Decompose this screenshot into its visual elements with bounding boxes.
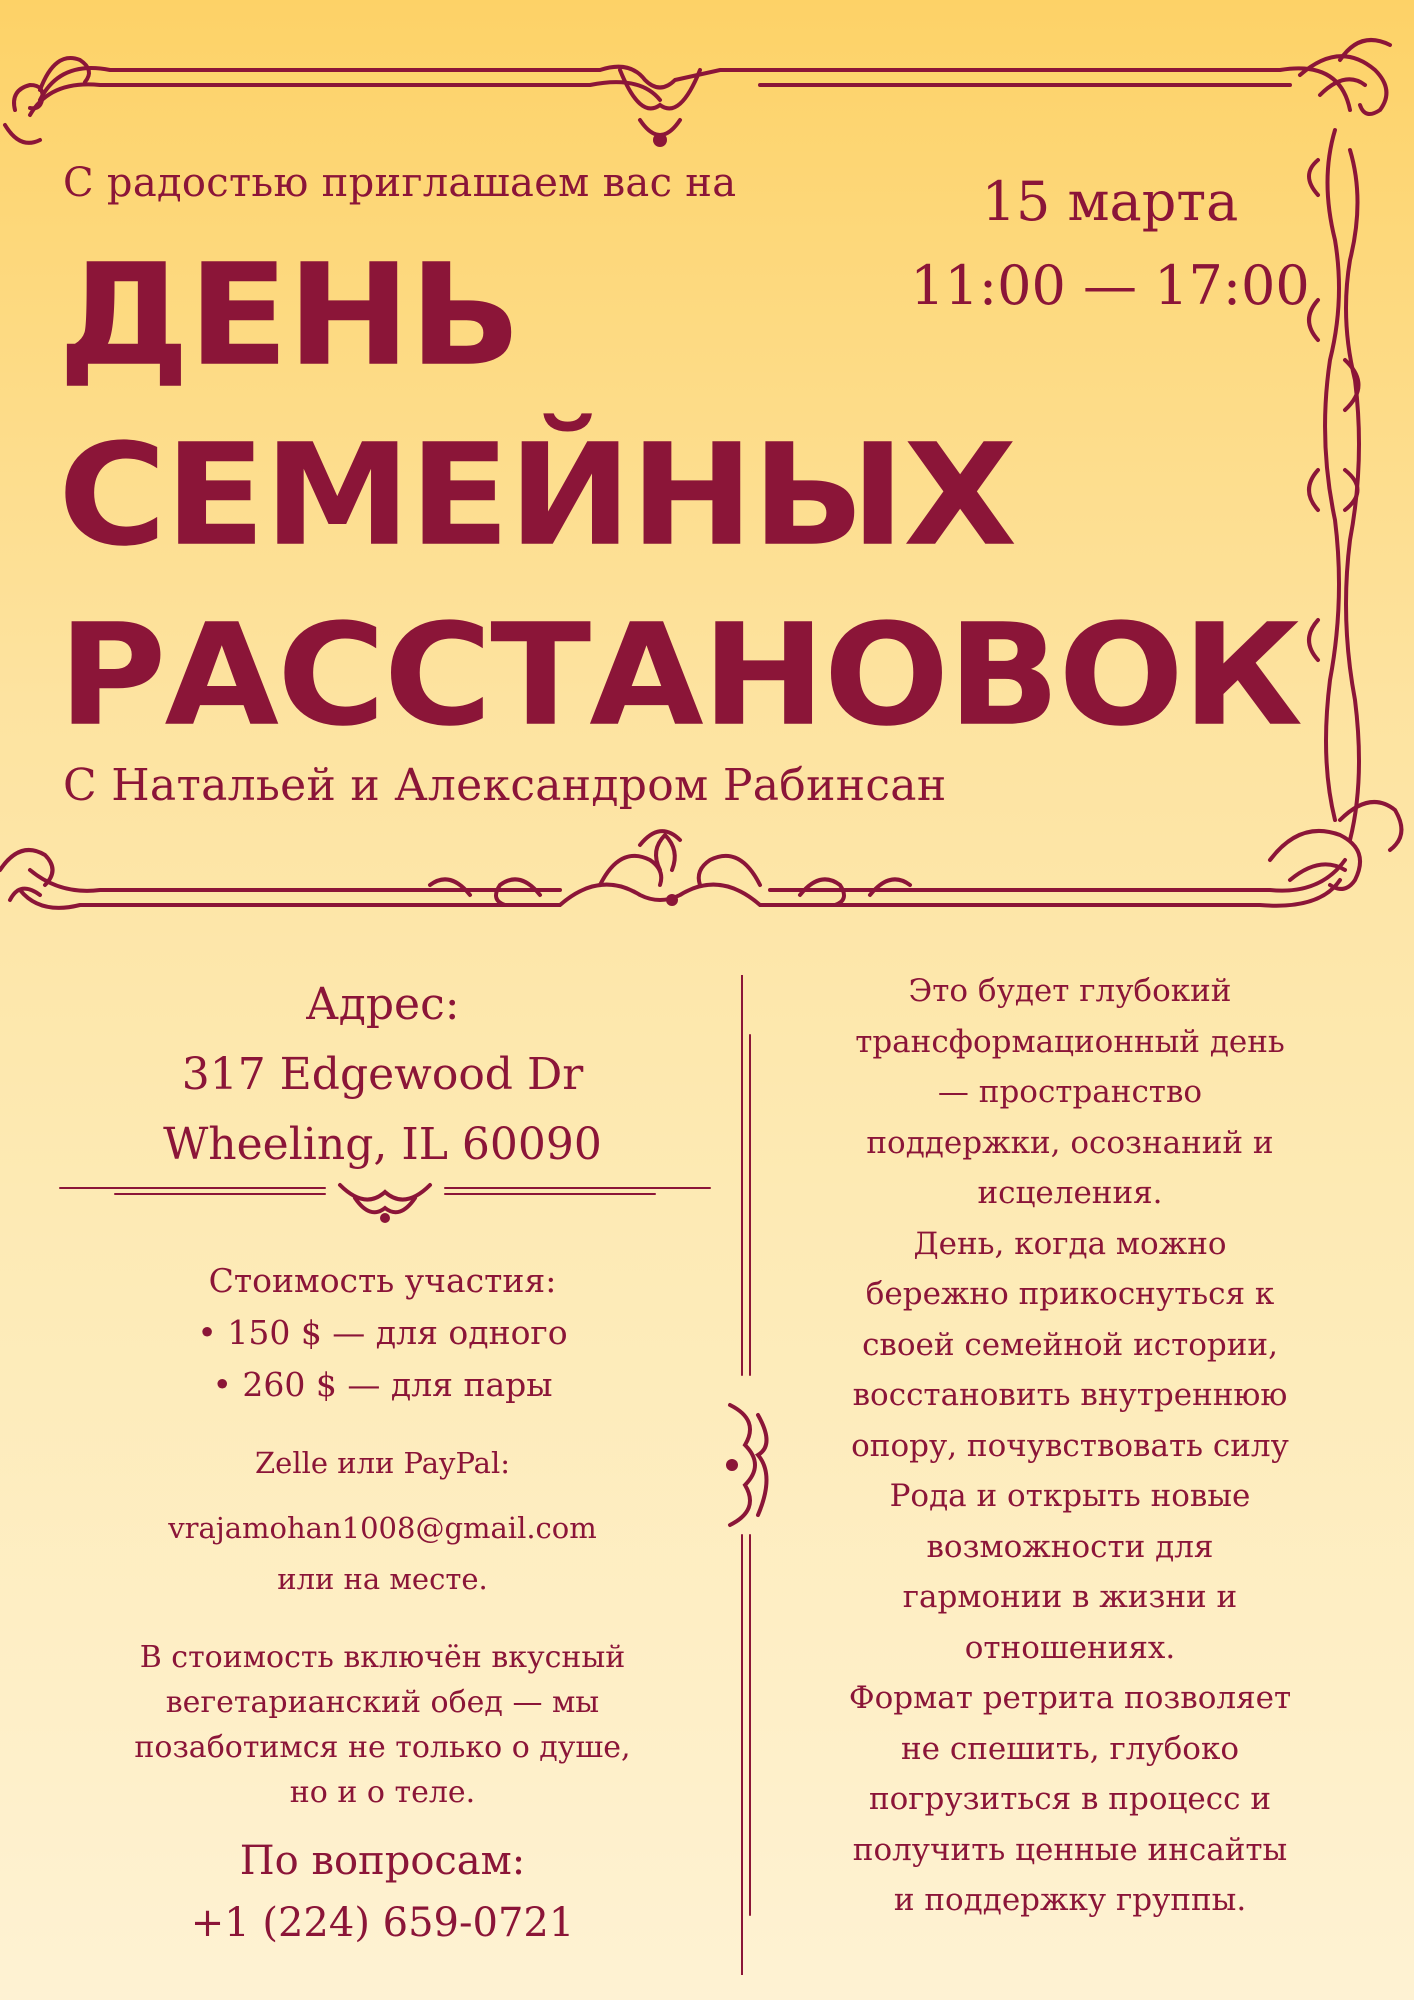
description-line: гармонии в жизни и xyxy=(902,1579,1238,1615)
divider-ornament xyxy=(55,1170,715,1230)
description-line: Это будет глубокий xyxy=(908,973,1232,1009)
description-line: трансформационный день xyxy=(855,1023,1285,1060)
price-single: • 150 $ — для одного xyxy=(197,1313,568,1352)
description-line: поддержки, осознаний и xyxy=(866,1124,1274,1161)
note-line: но и о теле. xyxy=(289,1775,476,1810)
description-line: бережно прикоснуться к xyxy=(865,1276,1275,1312)
price-couple: • 260 $ — для пары xyxy=(212,1365,553,1404)
description-line: отношениях. xyxy=(964,1629,1176,1666)
description-line: и поддержку группы. xyxy=(893,1882,1247,1918)
description-line: возможности для xyxy=(926,1528,1214,1565)
address-line-1: 317 Edgewood Dr xyxy=(181,1049,584,1100)
description-line: не спешить, глубоко xyxy=(901,1730,1239,1767)
contact-label: По вопросам: xyxy=(239,1838,526,1884)
vertical-divider xyxy=(720,975,780,1975)
payment-onsite: или на месте. xyxy=(277,1562,488,1596)
address-block xyxy=(55,970,710,1180)
title-line-3: РАССТАНОВОК xyxy=(58,593,1302,757)
description-line: погрузиться в процесс и xyxy=(868,1781,1272,1817)
address-label: Адрес: xyxy=(305,979,460,1030)
hosts-text: С Натальей и Александром Рабинсан xyxy=(63,760,947,811)
description-line: получить ценные инсайты xyxy=(852,1831,1288,1868)
event-datetime xyxy=(900,160,1320,328)
payment-methods: Zelle или PayPal: xyxy=(255,1446,510,1480)
description-line: опору, почувствовать силу xyxy=(851,1427,1289,1464)
description-line: День, когда можно xyxy=(913,1225,1227,1262)
invite-text: С радостью приглашаем вас на xyxy=(63,160,737,206)
title-line-1: ДЕНЬ xyxy=(58,233,520,397)
contact-phone: +1 (224) 659-0721 xyxy=(190,1900,575,1946)
pricing-label: Стоимость участия: xyxy=(208,1261,557,1300)
description-block xyxy=(800,966,1340,1926)
description-line: своей семейной истории, xyxy=(862,1326,1278,1363)
contact-block xyxy=(55,1830,710,1954)
note-line: В стоимость включён вкусный xyxy=(139,1640,626,1675)
address-line-2: Wheeling, IL 60090 xyxy=(163,1119,602,1170)
payment-email: vrajamohan1008@gmail.com xyxy=(168,1511,597,1545)
payment-block xyxy=(55,1438,710,1605)
event-date: 15 марта xyxy=(981,170,1239,233)
lunch-note xyxy=(55,1635,710,1815)
event-time: 11:00 — 17:00 xyxy=(910,254,1310,317)
description-line: исцеления. xyxy=(977,1175,1163,1211)
description-line: — пространство xyxy=(937,1074,1203,1110)
pricing-block xyxy=(55,1255,710,1411)
note-line: позаботимся не только о душе, xyxy=(134,1730,631,1765)
note-line: вегетарианский обед — мы xyxy=(165,1685,600,1720)
description-line: Формат ретрита позволяет xyxy=(848,1680,1292,1716)
title-line-2: СЕМЕЙНЫХ xyxy=(58,413,1016,577)
description-line: восстановить внутреннюю xyxy=(852,1377,1288,1413)
description-line: Рода и открыть новые xyxy=(889,1478,1251,1514)
